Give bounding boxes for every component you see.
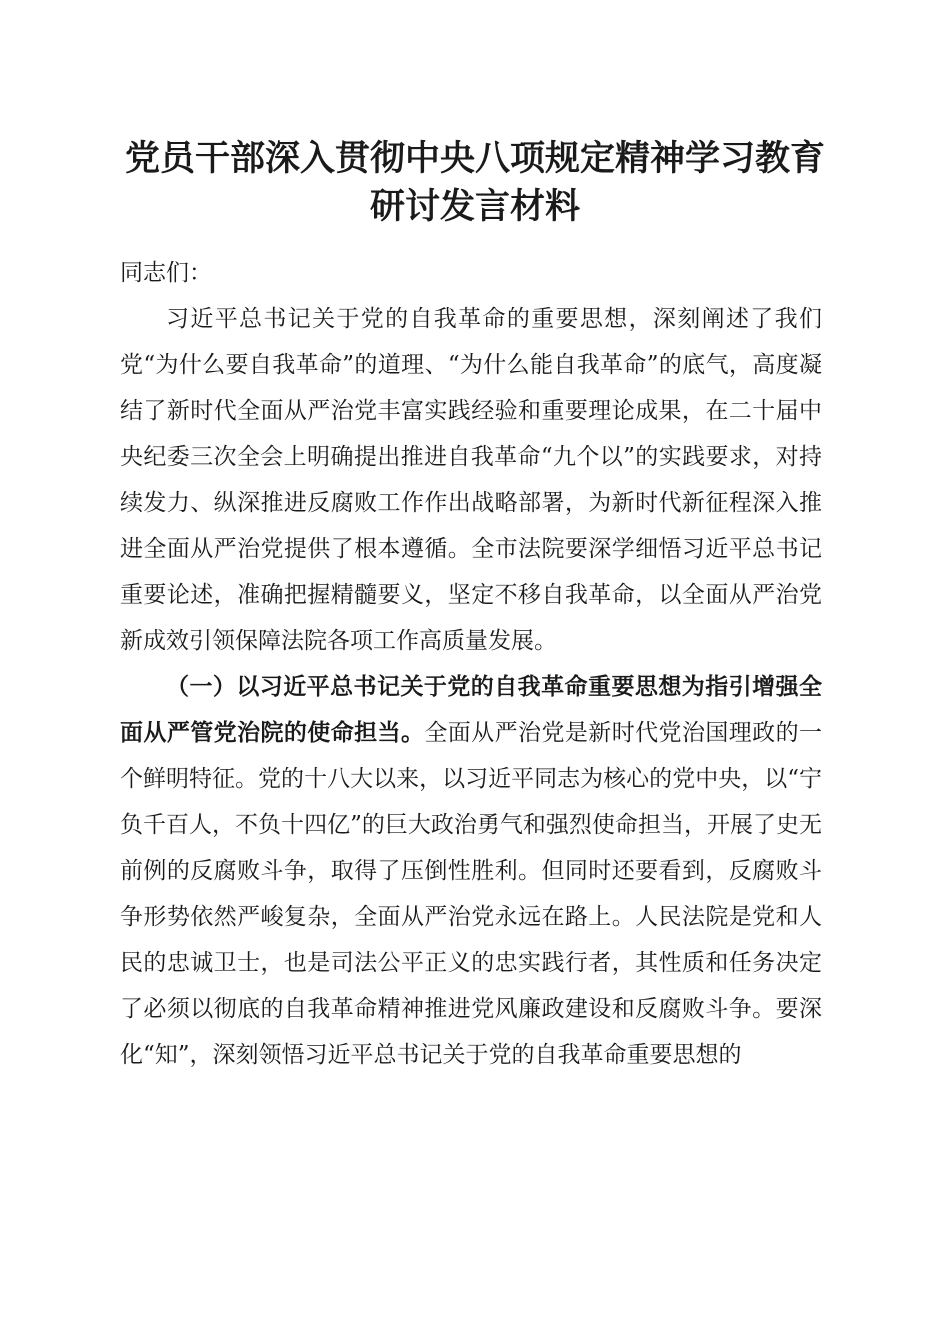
salutation: 同志们： xyxy=(120,260,212,286)
document-body xyxy=(120,250,822,1078)
section-1-heading: （一）以习近平总书记关于党的自我革命重要思想为指引增强全面从严管党治院的使命担当。 xyxy=(120,673,822,746)
document-title-line-1: 党员干部深入贯彻中央八项规定精神学习教育 xyxy=(124,139,825,179)
section-1-body: 全面从严治党是新时代党治国理政的一个鲜明特征。党的十八大以来，以习近平同志为核心的党中央，以“宁负千百人，不负十四亿”的巨大政治勇气和强烈使命担当，开展了史无前例的反腐败斗争，取得了压倒性胜利。但同时还要看到，反腐败斗争形势依然严峻复杂，全面从严治党永远在路上。人民法院是党和人民的忠诚卫士，也是司法公平正义的忠实践行者，其性质和任务决定了必须以彻底的自我革命精神推进党风廉政建设和反腐败斗争。要深化“知”，深刻领悟习近平总书记关于党的自我革命重要思想的 xyxy=(120,720,823,1068)
document-title-line-2: 研讨发言材料 xyxy=(369,187,580,227)
paragraph-section-1 xyxy=(120,664,822,1078)
paragraph-intro: 习近平总书记关于党的自我革命的重要思想，深刻阐述了我们党“为什么要自我革命”的道理、“为什么能自我革命”的底气，高度凝结了新时代全面从严治党丰富实践经验和重要理论成果，在二十届中央纪委三次全会上明确提出推进自我革命“九个以”的实践要求，对持续发力、纵深推进反腐败工作作出战略部署，为新时代新征程深入推进全面从严治党提供了根本遵循。全市法院要深学细悟习近平总书记重要论述，准确把握精髓要义，坚定不移自我革命，以全面从严治党新成效引领保障法院各项工作高质量发展。 xyxy=(120,306,822,654)
